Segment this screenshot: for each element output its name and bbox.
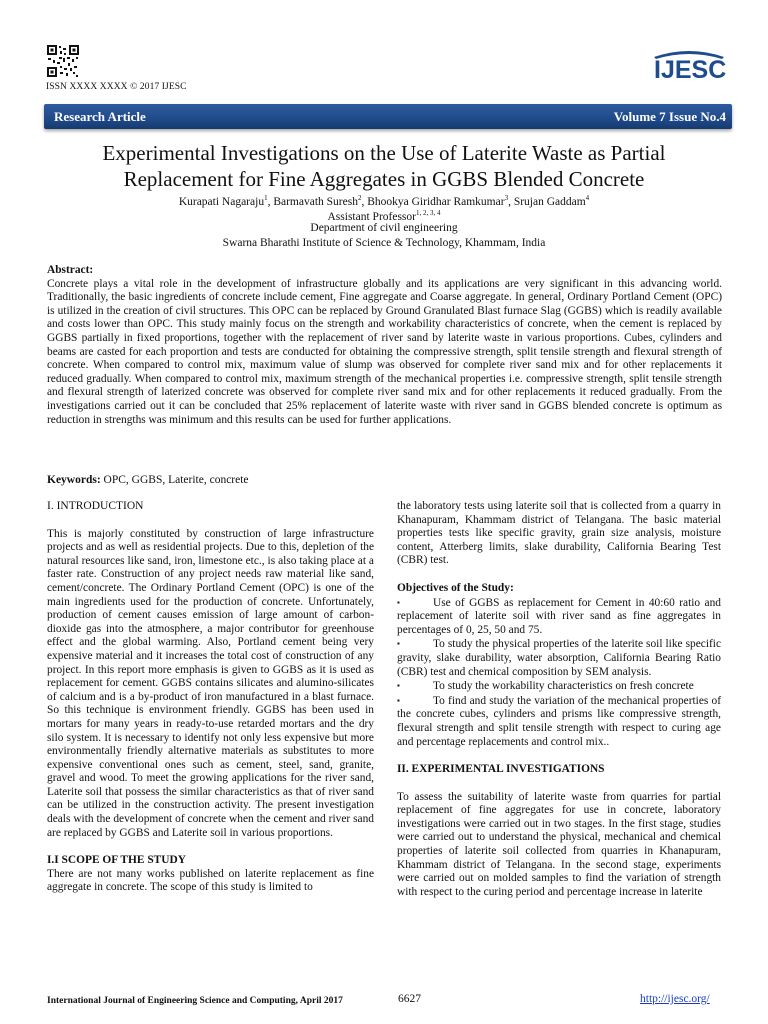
logo-text: IJESC bbox=[654, 56, 726, 80]
scope-continuation-text: the laboratory tests using laterite soil that is collected from a quarry in Khanapuram, Khammam district of Telangana. The basic material properties tests like specific gravity, grain size analysis, moisture content, Atterberg limits, slake durability, California Bearing Test (CBR) test. bbox=[397, 500, 721, 567]
section-heading-scope: I.I SCOPE OF THE STUDY bbox=[47, 854, 186, 867]
objective-item bbox=[397, 679, 721, 694]
bullet-icon: ▪ bbox=[397, 639, 400, 649]
section-heading-introduction: I. INTRODUCTION bbox=[47, 500, 144, 512]
keywords-text: OPC, GGBS, Laterite, concrete bbox=[100, 474, 249, 486]
title-line: Experimental Investigations on the Use of Laterite Waste as Partial bbox=[102, 141, 666, 165]
role-affiliation-marks: 1, 2, 3, 4 bbox=[416, 209, 441, 217]
bullet-icon: ▪ bbox=[397, 597, 400, 607]
footer-journal: International Journal of Engineering Science and Computing, April 2017 bbox=[47, 996, 343, 1006]
scope-text: There are not many works published on laterite replacement as fine aggregate in concrete. The scope of this study is limited to bbox=[47, 867, 374, 894]
author-affiliation-mark: 1 bbox=[264, 194, 268, 202]
article-banner bbox=[44, 104, 732, 129]
right-column bbox=[397, 500, 721, 899]
author-name: , Barmavath Suresh bbox=[267, 195, 358, 208]
left-column bbox=[47, 500, 374, 895]
issn-line: ISSN XXXX XXXX © 2017 IJESC bbox=[46, 82, 187, 92]
author-name: , Srujan Gaddam bbox=[508, 195, 586, 208]
author-affiliation-mark: 3 bbox=[504, 194, 509, 202]
section-heading-experimental: II. EXPERIMENTAL INVESTIGATIONS bbox=[397, 763, 605, 776]
volume-issue: Volume 7 Issue No.4 bbox=[613, 108, 726, 124]
journal-url-link[interactable]: http://ijesc.org/ bbox=[640, 993, 710, 1005]
author-affiliation-mark: 2 bbox=[357, 194, 362, 202]
bullet-icon: ▪ bbox=[397, 681, 400, 691]
paper-title bbox=[30, 140, 738, 192]
abstract-label: Abstract: bbox=[47, 264, 94, 276]
abstract-text: Concrete plays a vital role in the development of infrastructure globally and its applications are very significant in this advancing world. Traditionally, the basic ingredients of concrete include cement, Fine aggregate and Coarse aggregate. In general, Ordinary Portland Cement (OPC) is utilized in the creation of civil structures. This OPC can be replaced by Ground Granulated Blast furnace Slag (GGBS) which is readily available and costs lower than OPC. This study mainly focus on the strength and workability characteristics of concrete, when the cement is replaced by GGBS partially in fixed proportions, together with the replacement of river sand by laterite waste in various proportions. Cubes, cylinders and beams are casted for each proportion and tests are conducted for obtaining the compressive strength, split tensile strength and flexural strength of concrete. When compared to control mix, maximum value of slump was observed for complete river sand mix and for other replacements it reduced gradually. When compared to control mix, maximum strength of the mechanical properties i.e. compressive strength, split tensile strength and flexural strength of laterized concrete was observed for complete river sand mix and for other replacements it reduced gradually. From the investigations carried out it can be concluded that 25% replacement of laterite waste with river sand in GGBS blended concrete is optimum as reduction in strengths was minimum and this results can be used for further applications. bbox=[47, 277, 722, 426]
title-line: Replacement for Fine Aggregates in GGBS Blended Concrete bbox=[123, 167, 645, 191]
objective-text: To study the physical properties of the laterite soil like specific gravity, slake durability, water absorption, California Bearing Ratio (CBR) test and chemical composition by SEM analysis. bbox=[397, 638, 721, 678]
introduction-text: This is majorly constituted by construction of large infrastructure projects and as well as residential projects. Due to this, depletion of the natural resources like sand, iron, limestone etc., is also taking place at a faster rate. Construction of any project needs raw material like sand, cement/concrete. The Ordinary Portland Cement (OPC) is one of the main ingredients used for the production of concrete. Unfortunately, production of cement causes emission of large amount of carbon-dioxide gas into the atmosphere, a major contributor for greenhouse effect and the global warming. Also, Portland cement being very expensive material and it increases the total cost of construction of any project. In this report more emphasis is given to GGBS as it is used as replacement for cement. GGBS contains silicates and alumino-silicates of calcium and is a by-product of iron manufactured in a blast furnace. So this technique is environment friendly. GGBS has been used in mortars for many years in ready-to-use retarded mortars and the dry silo system. It is necessary to identify not only less expensive but more environmentally friendly alternative materials as substitutes to more expensive conventional ones such as cement, steel, sand, granite, gravel and wood. To meet the growing applications for the river sand, Laterite soil that possess the similar characteristics as that of river sand can be utilized in the construction activity. The present investigation deals with the development of concrete when the cement and river sand are replaced by GGBS and Laterite soil in various proportions. bbox=[47, 527, 374, 839]
keywords-label: Keywords: bbox=[47, 474, 101, 486]
objectives-heading: Objectives of the Study: bbox=[397, 581, 514, 594]
page-number: 6627 bbox=[398, 993, 421, 1005]
objective-item bbox=[397, 694, 721, 749]
abstract bbox=[47, 264, 722, 427]
author-name: Kurapati Nagaraju bbox=[178, 195, 265, 208]
experimental-text: To assess the suitability of laterite waste from quarries for partial replacement of fine aggregates for use in concrete, laboratory investigations were carried out in two stages. In the first stage, studies were carried out to understand the physical, mechanical and chemical properties of laterite soil collected from quarries in Khanapuram, Khammam district of Telangana. In the second stage, experiments were carried out on molded samples to find the variation of strength with respect to the curing period and percentage increase in laterite bbox=[397, 790, 721, 898]
author-name: , Bhookya Giridhar Ramkumar bbox=[361, 195, 505, 208]
institute: Swarna Bharathi Institute of Science & Technology, Khammam, India bbox=[222, 237, 546, 249]
objective-text: To study the workability characteristics on fresh concrete bbox=[433, 680, 694, 693]
journal-logo bbox=[652, 48, 726, 80]
objective-text: To find and study the variation of the mechanical properties of the concrete cubes, cylinders and prisms like compressive strength, flexural strength and split tensile strength with respect to curing age and percentage replacements and control mix.. bbox=[397, 694, 721, 748]
objective-item bbox=[397, 596, 721, 638]
department: Department of civil engineering bbox=[310, 222, 458, 234]
objective-item bbox=[397, 637, 721, 679]
role-text: Assistant Professor bbox=[327, 210, 416, 223]
qr-code-icon bbox=[46, 44, 80, 78]
keywords bbox=[47, 474, 249, 486]
article-type: Research Article bbox=[54, 108, 146, 124]
objective-text: Use of GGBS as replacement for Cement in 40:60 ratio and replacement of laterite soil with river sand as fine aggregates in percentages of 0, 25, 50 and 75. bbox=[397, 596, 721, 636]
bullet-icon: ▪ bbox=[397, 695, 400, 705]
author-affiliation-mark: 4 bbox=[585, 194, 590, 202]
